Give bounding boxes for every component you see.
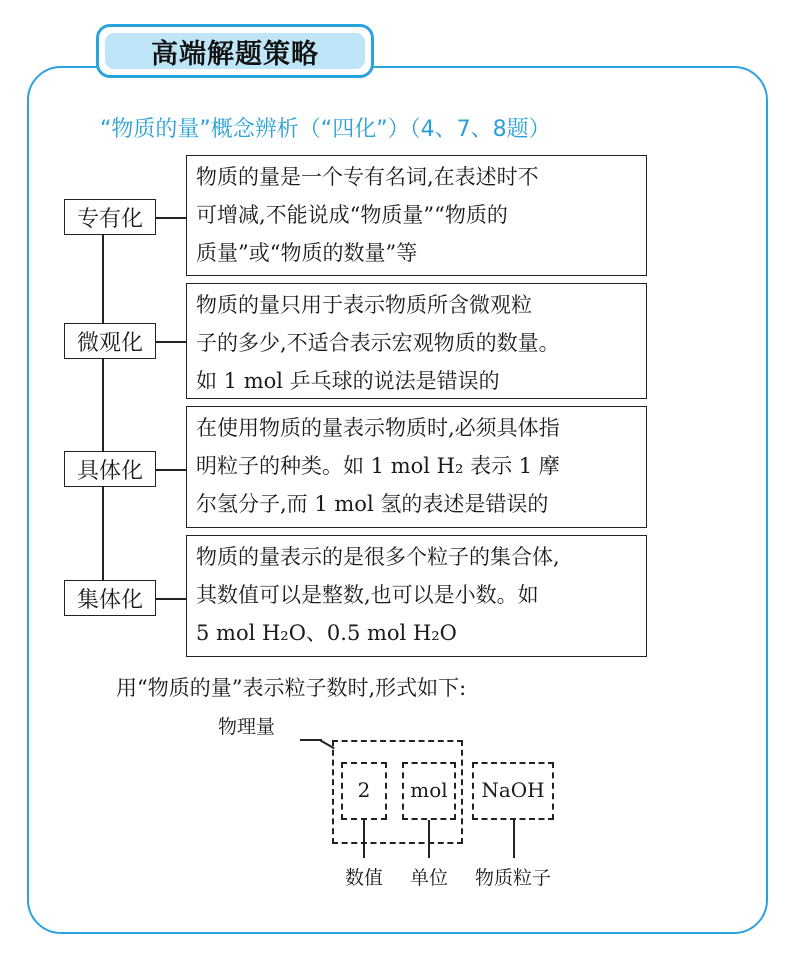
- section-tab-inner: [105, 33, 365, 69]
- number-value: 2: [357, 778, 371, 802]
- description-line: 尔氢分子,而 1 mol 氢的表述是错误的: [196, 492, 549, 516]
- description-line: 物质的量只用于表示物质所含微观粒: [196, 293, 532, 317]
- category-label-microscopic: 微观化: [64, 323, 156, 359]
- particle-value: NaOH: [481, 778, 545, 802]
- number-label: 数值: [344, 867, 383, 889]
- physical-quantity-label: 物理量: [218, 716, 276, 738]
- description-box-specialized: [186, 155, 647, 276]
- description-box-collective: [186, 535, 647, 657]
- description-box-microscopic: [186, 283, 647, 399]
- unit-value: mol: [410, 778, 448, 802]
- category-dash-3: [156, 469, 186, 471]
- section-title: 高端解题策略: [151, 38, 319, 70]
- description-line: 明粒子的种类。如 1 mol H₂ 表示 1 摩: [196, 454, 560, 478]
- description-box-specific: [186, 406, 647, 528]
- category-dash-1: [156, 217, 186, 219]
- connector-line-2: [102, 359, 104, 451]
- description-line: 可增减,不能说成“物质量”“物质的: [196, 203, 508, 227]
- category-dash-4: [156, 598, 186, 600]
- unit-tick: [428, 820, 430, 858]
- description-line: 子的多少,不适合表示宏观物质的数量。: [196, 331, 560, 355]
- description-line: 其数值可以是整数,也可以是小数。如: [196, 583, 539, 607]
- connector-line-3: [102, 487, 104, 580]
- particle-label: 物质粒子: [474, 867, 551, 889]
- description-line: 物质的量表示的是很多个粒子的集合体,: [196, 545, 560, 569]
- connector-line-1: [102, 235, 104, 323]
- description-line: 如 1 mol 乒乓球的说法是错误的: [196, 369, 500, 393]
- topic-heading: “物质的量”概念辨析（“四化”）（4、7、8题）: [100, 117, 551, 142]
- category-label-specific: 具体化: [64, 451, 156, 487]
- category-label-specialized: 专有化: [64, 199, 156, 235]
- description-line: 在使用物质的量表示物质时,必须具体指: [196, 416, 560, 440]
- description-line: 5 mol H₂O、0.5 mol H₂O: [196, 621, 457, 645]
- number-tick: [363, 820, 365, 858]
- category-label-collective: 集体化: [64, 580, 156, 616]
- particle-tick: [513, 820, 515, 858]
- description-line: 物质的量是一个专有名词,在表述时不: [196, 165, 539, 189]
- description-line: 质量”或“物质的数量”等: [196, 241, 418, 265]
- unit-label: 单位: [409, 867, 448, 889]
- section-tab: [96, 24, 374, 78]
- diagram-caption: 用“物质的量”表示粒子数时,形式如下:: [116, 676, 467, 700]
- category-dash-2: [156, 341, 186, 343]
